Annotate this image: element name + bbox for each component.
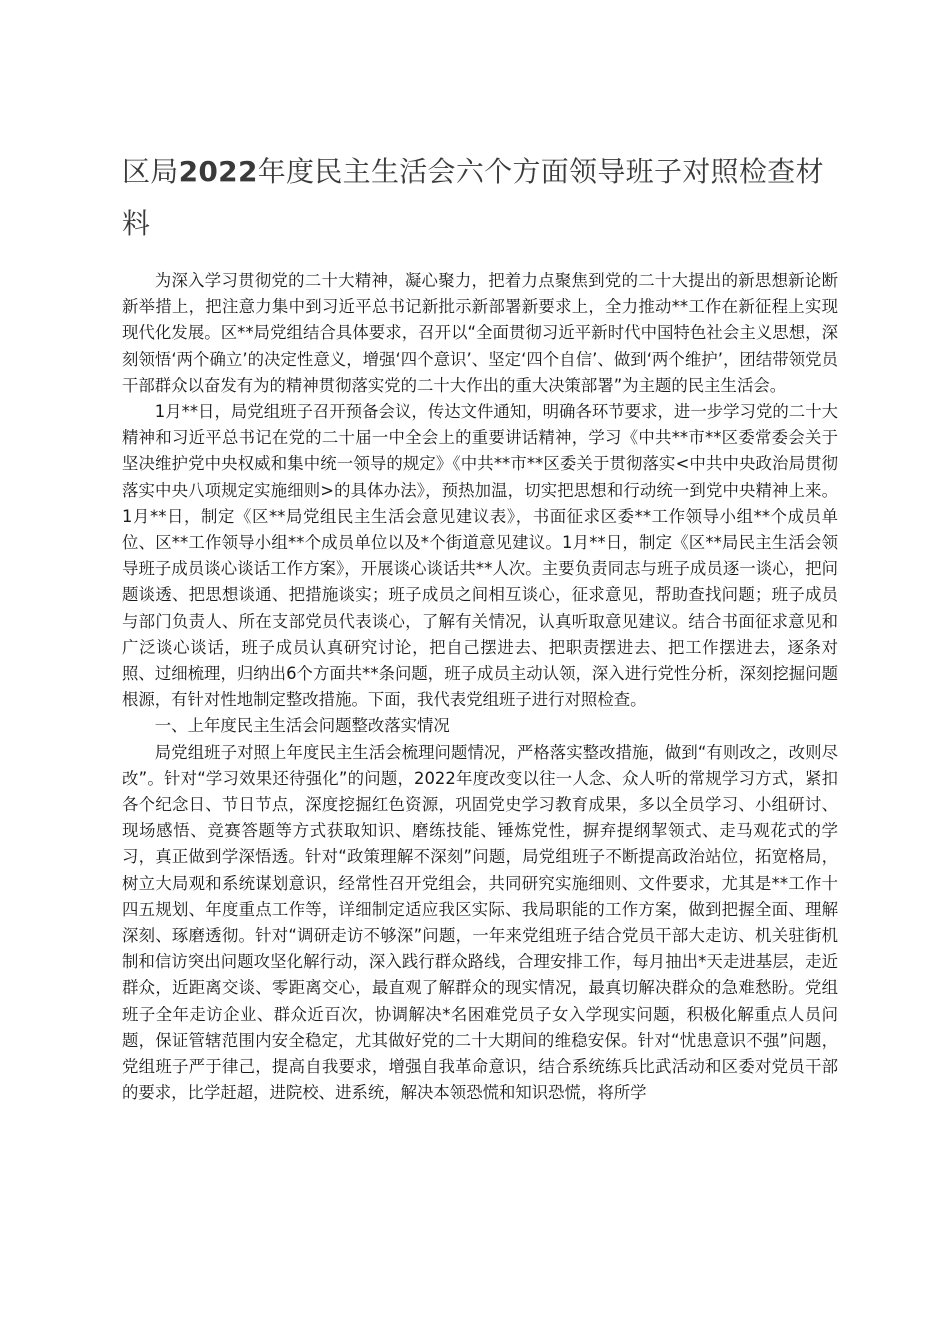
document-title <box>122 146 838 250</box>
section-heading-1: 一、上年度民主生活会问题整改落实情况 <box>154 716 450 736</box>
paragraph-rectification: 局党组班子对照上年度民主生活会梳理问题情况，严格落实整改措施，做到“有则改之，改则尽改”。针对“学习效果还待强化”的问题，2022年度改变以往一人念、众人听的常规学习方式，紧扣各个纪念日、节日节点，深度挖掘红色资源，巩固党史学习教育成果，多以全员学习、小组研讨、现场感悟、竞赛答题等方式获取知识、磨练技能、锤炼党性，摒弃提纲挈领式、走马观花式的学习，真正做到学深悟透。针对“政策理解不深刻”问题，局党组班子不断提高政治站位，拓宽格局，树立大局观和系统谋划意识，经常性召开党组会，共同研究实施细则、文件要求，尤其是**工作十四五规划、年度重点工作等，详细制定适应我区实际、我局职能的工作方案，做到把握全面、理解深刻、琢磨透彻。针对“调研走访不够深”问题，一年来党组班子结合党员干部大走访、机关驻街机制和信访突出问题攻坚化解行动，深入践行群众路线，合理安排工作，每月抽出*天走进基层，走近群众，近距离交谈、零距离交心，最直观了解群众的现实情况，最真切解决群众的急难愁盼。党组班子全年走访企业、群众近百次，协调解决*名困难党员子女入学现实问题，积极化解重点人员问题，保证管辖范围内安全稳定，尤其做好党的二十大期间的维稳安保。针对“忧患意识不强”问题，党组班子严于律己，提高自我要求，增强自我革命意识，结合系统练兵比武活动和区委对党员干部的要求，比学赶超，进院校、进系统，解决本领恐慌和知识恐慌，将所学 <box>122 742 838 1103</box>
paragraph-intro: 为深入学习贯彻党的二十大精神，凝心聚力，把着力点聚焦到党的二十大提出的新思想新论断新举措上，把注意力集中到习近平总书记新批示新部署新要求上，全力推动**工作在新征程上实现现代化发展。区**局党组结合具体要求，召开以“全面贯彻习近平新时代中国特色社会主义思想，深刻领悟‘两个确立’的决定性意义，增强‘四个意识’、坚定‘四个自信’、做到‘两个维护’，团结带领党员干部群众以奋发有为的精神贯彻落实党的二十大作出的重大决策部署”为主题的民主生活会。 <box>122 271 838 395</box>
title-year: 2022 <box>178 155 258 188</box>
title-prefix: 区局 <box>122 155 179 188</box>
title-suffix: 年度民主生活会六个方面领导班子对照检查材料 <box>122 155 824 240</box>
paragraph-preparation: 1月**日，局党组班子召开预备会议，传达文件通知，明确各环节要求，进一步学习党的二十大精神和习近平总书记在党的二十届一中全会上的重要讲话精神，学习《中共**市**区委常委会关于坚决维护党中央权威和集中统一领导的规定》《中共**市**区委关于贯彻落实<中共中央政治局贯彻落实中央八项规定实施细则>的具体办法》，预热加温，切实把思想和行动统一到党中央精神上来。1月**日，制定《区**局党组民主生活会意见建议表》，书面征求区委**工作领导小组**个成员单位、区**工作领导小组**个成员单位以及*个街道意见建议。1月**日，制定《区**局民主生活会领导班子成员谈心谈话工作方案》，开展谈心谈话共**人次。主要负责同志与班子成员逐一谈心，把问题谈透、把思想谈通、把措施谈实；班子成员之间相互谈心，征求意见，帮助查找问题；班子成员与部门负责人、所在支部党员代表谈心，了解有关情况，认真听取意见建议。结合书面征求意见和广泛谈心谈话，班子成员认真研究讨论，把自己摆进去、把职责摆进去、把工作摆进去，逐条对照、过细梳理，归纳出6个方面共**条问题，班子成员主动认领，深入进行党性分析，深刻挖掘问题根源，有针对性地制定整改措施。下面，我代表党组班子进行对照检查。 <box>122 402 838 710</box>
